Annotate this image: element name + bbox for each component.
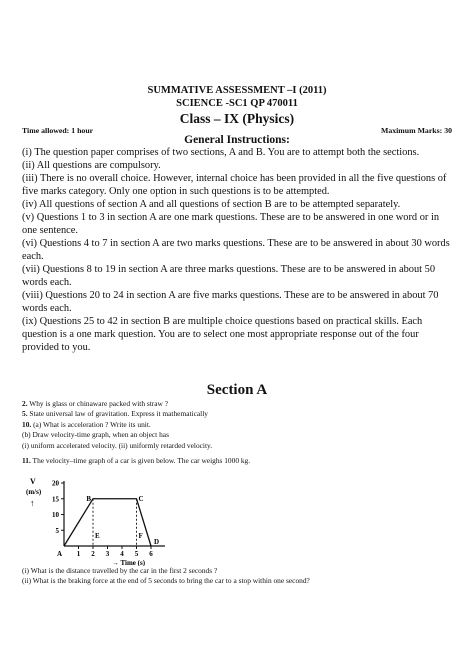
point-label-a: A bbox=[56, 550, 62, 558]
question-item bbox=[22, 430, 454, 440]
question-number: 2. bbox=[22, 399, 28, 408]
question-number: 10. bbox=[22, 419, 32, 429]
class-title: Class – IX (Physics) bbox=[179, 111, 295, 126]
instruction-item: (iv) All questions of section A and all questions of section B are to be attempted separately. bbox=[22, 199, 401, 210]
question-text: (b) Draw velocity-time graph, when an object has bbox=[22, 430, 169, 440]
y-tick-label: 15 bbox=[52, 495, 59, 504]
instruction-item: (i) The question paper comprises of two sections, A and B. You are to attempt both the sections. bbox=[22, 147, 420, 158]
question-item bbox=[22, 420, 454, 430]
question-item bbox=[22, 399, 454, 409]
point-label-d: D bbox=[154, 538, 160, 546]
y-tick-label: 5 bbox=[55, 526, 59, 535]
y-axis-label-unit: (m/s) bbox=[26, 488, 42, 496]
questions-list bbox=[22, 399, 454, 451]
section-a-title: Section A bbox=[206, 382, 268, 398]
subquestion-item: (i) What is the distance travelled by the car in the first 2 seconds ? bbox=[22, 566, 218, 575]
question-text: (a) What is acceleration ? Write its unit. bbox=[31, 419, 151, 429]
question-11-subparts bbox=[22, 566, 462, 587]
question-text: (i) uniform accelerated velocity. (ii) uniformly retarded velocity. bbox=[22, 440, 213, 450]
paper-code: SCIENCE -SC1 QP 470011 bbox=[176, 98, 298, 109]
instruction-item: (viii) Questions 20 to 24 in section A are five marks questions. These are to be answered in about 70 words each. bbox=[22, 290, 439, 314]
instructions-list bbox=[22, 146, 454, 354]
x-tick-label: 6 bbox=[149, 550, 153, 558]
general-instructions-title: General Instructions: bbox=[184, 134, 290, 146]
instruction-item: (ix) Questions 25 to 42 in section B are multiple choice questions based on practical skills. Each question is a one mark question. You are to select one most appropriate response out of the four provided to you. bbox=[22, 316, 423, 353]
x-tick-label: 5 bbox=[134, 550, 139, 558]
x-tick-label: 1 bbox=[76, 550, 81, 558]
point-label-e: E bbox=[95, 532, 100, 540]
y-tick-label: 20 bbox=[52, 479, 59, 488]
point-label-f: F bbox=[138, 532, 143, 540]
question-number: 11. bbox=[22, 456, 31, 465]
question-11 bbox=[22, 456, 454, 465]
instruction-item: (ii) All questions are compulsory. bbox=[22, 160, 161, 171]
question-item bbox=[22, 441, 454, 451]
up-arrow: ↑ bbox=[30, 498, 35, 508]
x-tick-label: 4 bbox=[120, 550, 124, 558]
instruction-item: (vii) Questions 8 to 19 in section A are three marks questions. These are to be answered in about 50 words each. bbox=[22, 264, 436, 288]
question-item bbox=[22, 409, 454, 419]
y-tick-label: 10 bbox=[52, 511, 59, 519]
question-text: The velocity–time graph of a car is given below. The car weighs 1000 kg. bbox=[30, 456, 251, 465]
x-axis-label: → Time (s) bbox=[111, 559, 146, 566]
velocity-time-graph bbox=[26, 468, 226, 566]
instruction-item: (iii) There is no overall choice. However, internal choice has been provided in all the five questions of five marks category. Only one option in such questions is to be attempted. bbox=[22, 173, 447, 197]
paper-header bbox=[0, 84, 474, 127]
maximum-marks: Maximum Marks: 30 bbox=[380, 126, 452, 135]
point-label-b: B bbox=[86, 494, 91, 503]
question-text: Why is glass or chinaware packed with straw ? bbox=[27, 399, 168, 408]
assessment-title: SUMMATIVE ASSESSMENT –I (2011) bbox=[147, 85, 327, 96]
question-number: 5. bbox=[22, 409, 28, 419]
x-tick-label: 3 bbox=[105, 550, 110, 558]
instruction-item: (v) Questions 1 to 3 in section A are one mark questions. These are to be answered in one word or in one sentence. bbox=[22, 212, 440, 236]
question-text: State universal law of gravitation. Express it mathematically bbox=[27, 409, 208, 419]
subquestion-item: (ii) What is the braking force at the end of 5 seconds to bring the car to a stop within one second? bbox=[22, 576, 310, 586]
time-allowed: Time allowed: 1 hour bbox=[22, 126, 94, 135]
point-label-c: C bbox=[138, 494, 144, 503]
instruction-item: (vi) Questions 4 to 7 in section A are two marks questions. These are to be answered in about 30 words each. bbox=[22, 238, 450, 262]
x-tick-label: 2 bbox=[91, 550, 95, 558]
y-axis-label-v: V bbox=[30, 477, 36, 486]
